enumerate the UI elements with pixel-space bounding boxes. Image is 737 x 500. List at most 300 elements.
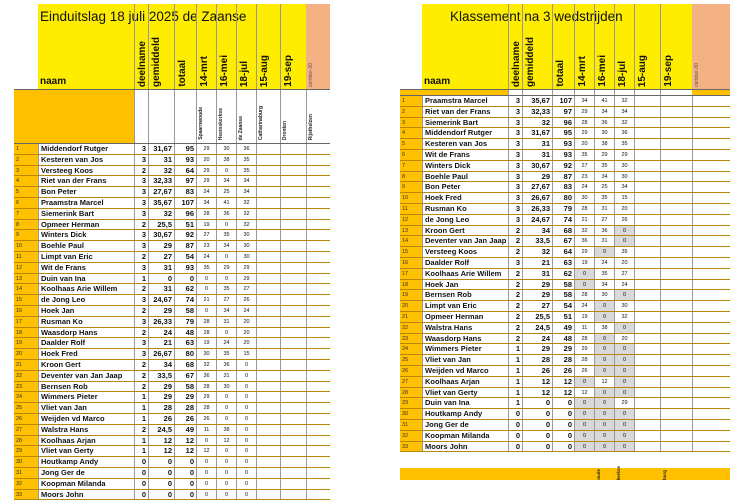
extra-column-header	[306, 4, 330, 89]
deelname-cell: 0	[134, 468, 148, 478]
extra-cell	[692, 107, 730, 117]
race-3-cell: 32	[614, 96, 634, 106]
name-cell: Bon Peter	[422, 182, 508, 192]
race-4-cell	[634, 388, 660, 398]
totaal-cell: 87	[552, 172, 574, 182]
table-row	[14, 414, 330, 425]
race-3-cell: 0	[236, 479, 256, 489]
race-4-cell	[634, 442, 660, 452]
race-3-cell: 0	[614, 388, 634, 398]
race-5-cell	[280, 252, 306, 262]
race-3-cell: 29	[236, 263, 256, 273]
race-5-cell	[660, 193, 692, 203]
race-2-cell: 30	[216, 144, 236, 154]
race-1-cell: 0	[196, 436, 216, 446]
deelname-cell: 1	[134, 274, 148, 284]
table-row	[400, 182, 730, 193]
row-number: 31	[400, 420, 424, 430]
race-2-cell: 0	[594, 312, 614, 322]
gemiddeld-cell: 29	[148, 241, 174, 251]
table-row	[14, 284, 330, 295]
race-3-cell: 0	[236, 382, 256, 392]
deelname-cell: 2	[134, 166, 148, 176]
race-4-cell	[634, 431, 660, 441]
race-1-cell: 29	[196, 392, 216, 402]
race-1-cell: 29	[196, 144, 216, 154]
table-row	[14, 468, 330, 479]
deelname-cell: 1	[508, 366, 522, 376]
totaal-cell: 29	[552, 344, 574, 354]
deelname-cell: 2	[134, 220, 148, 230]
race-5-cell	[280, 338, 306, 348]
row-number: 6	[14, 198, 38, 208]
deelname-cell: 3	[134, 338, 148, 348]
table-row	[400, 236, 730, 247]
race-5-cell	[660, 150, 692, 160]
race-5-cell	[660, 258, 692, 268]
race-2-cell: 0	[216, 274, 236, 284]
deelname-cell: 2	[134, 252, 148, 262]
race-3-cell: 0	[236, 425, 256, 435]
gemiddeld-cell: 35,67	[148, 198, 174, 208]
deelname-cell: 2	[134, 328, 148, 338]
table-row	[400, 96, 730, 107]
race-2-cell: 30	[216, 382, 236, 392]
race-5-cell	[660, 334, 692, 344]
race-3-cell: 24	[614, 280, 634, 290]
gemiddeld-cell: 0	[522, 409, 552, 419]
race-5-cell	[280, 403, 306, 413]
row-number: 16	[400, 258, 424, 268]
race-1-cell: 32	[196, 360, 216, 370]
table-row	[400, 172, 730, 183]
row-number: 16	[14, 306, 38, 316]
table-row	[14, 371, 330, 382]
row-number: 24	[14, 392, 38, 402]
race-4-cell	[256, 382, 280, 392]
race-3-cell: 36	[236, 144, 256, 154]
race-1-cell: 0	[196, 306, 216, 316]
deelname-cell: 2	[508, 247, 522, 257]
gemiddeld-cell: 33,5	[522, 236, 552, 246]
race-3-cell: 0	[614, 442, 634, 452]
race-5-cell	[280, 144, 306, 154]
row-number: 1	[14, 144, 38, 154]
race-2-cell: 0	[216, 403, 236, 413]
col-header-deelname: deelname	[508, 4, 522, 89]
totaal-cell: 64	[552, 247, 574, 257]
row-number: 22	[400, 323, 424, 333]
totaal-cell: 68	[174, 360, 196, 370]
totaal-cell: 51	[174, 220, 196, 230]
race-1-cell: 28	[196, 317, 216, 327]
table-row	[400, 377, 730, 388]
race-3-cell: 26	[236, 295, 256, 305]
gemiddeld-cell: 24,5	[522, 323, 552, 333]
gemiddeld-cell: 26	[148, 414, 174, 424]
deelname-cell: 3	[508, 204, 522, 214]
race-1-cell: 0	[196, 274, 216, 284]
deelname-cell: 1	[508, 355, 522, 365]
table-row	[14, 425, 330, 436]
race-3-cell: 0	[614, 323, 634, 333]
deelname-cell: 3	[508, 172, 522, 182]
race-5-cell	[280, 457, 306, 467]
race-4-cell	[256, 457, 280, 467]
extra-cell	[306, 209, 330, 219]
totaal-cell: 62	[174, 284, 196, 294]
table-row	[14, 328, 330, 339]
race-3-cell: 32	[236, 220, 256, 230]
totaal-cell: 0	[174, 468, 196, 478]
gemiddeld-cell: 26,67	[522, 193, 552, 203]
race-5-cell	[660, 323, 692, 333]
col-header-race-1: 14-mrt	[196, 4, 216, 89]
location-cell: de Zaanse	[236, 90, 256, 143]
race-5-cell	[660, 280, 692, 290]
race-3-cell: 0	[614, 420, 634, 430]
gemiddeld-cell: 0	[148, 457, 174, 467]
name-cell: Limpt van Eric	[422, 301, 508, 311]
deelname-cell: 3	[508, 150, 522, 160]
totaal-cell: 67	[552, 236, 574, 246]
table-row	[400, 269, 730, 280]
deelname-cell: 1	[508, 344, 522, 354]
race-4-cell	[634, 150, 660, 160]
extra-cell	[306, 274, 330, 284]
name-cell: Kesteren van Jos	[38, 155, 134, 165]
race-1-cell: 35	[574, 150, 594, 160]
race-1-cell: 12	[574, 388, 594, 398]
extra-cell	[692, 344, 730, 354]
race-4-cell	[634, 182, 660, 192]
totaal-cell: 26	[552, 366, 574, 376]
table-row	[400, 420, 730, 431]
location-cell: Rijsthelzen	[306, 90, 330, 143]
extra-cell	[306, 479, 330, 489]
race-5-cell	[660, 420, 692, 430]
deelname-cell: 2	[508, 323, 522, 333]
race-4-cell	[256, 306, 280, 316]
race-5-cell	[280, 425, 306, 435]
race-3-cell: 35	[236, 155, 256, 165]
race-4-cell	[634, 355, 660, 365]
race-1-cell: 28	[574, 118, 594, 128]
name-cell: Koopman Milanda	[422, 431, 508, 441]
race-2-cell: 34	[216, 306, 236, 316]
deelname-cell: 0	[134, 479, 148, 489]
race-4-cell	[256, 317, 280, 327]
race-3-cell: 29	[614, 150, 634, 160]
gemiddeld-cell: 21	[148, 338, 174, 348]
table-row	[14, 317, 330, 328]
race-2-cell: 41	[216, 198, 236, 208]
race-5-cell	[660, 442, 692, 452]
race-2-cell: 36	[594, 226, 614, 236]
name-cell: Duin van Ina	[38, 274, 134, 284]
totaal-cell: 92	[174, 230, 196, 240]
race-4-cell	[256, 328, 280, 338]
table-row	[14, 349, 330, 360]
race-4-cell	[256, 436, 280, 446]
race-1-cell: 0	[574, 420, 594, 430]
race-2-cell: 41	[594, 96, 614, 106]
gemiddeld-cell: 32,33	[148, 176, 174, 186]
race-2-cell: 0	[594, 247, 614, 257]
row-number: 28	[14, 436, 38, 446]
deelname-cell: 2	[508, 236, 522, 246]
race-3-cell: 15	[614, 193, 634, 203]
race-4-cell	[256, 220, 280, 230]
totaal-cell: 48	[552, 334, 574, 344]
row-number: 4	[400, 128, 424, 138]
row-number: 18	[14, 328, 38, 338]
extra-cell	[692, 226, 730, 236]
gemiddeld-cell: 31	[522, 150, 552, 160]
name-cell: Opmeer Herman	[422, 312, 508, 322]
gemiddeld-cell: 34	[148, 360, 174, 370]
totaal-cell: 58	[552, 280, 574, 290]
totaal-cell: 12	[174, 446, 196, 456]
extra-cell	[306, 490, 330, 500]
name-cell: Koopman Milanda	[38, 479, 134, 489]
race-1-cell: 11	[574, 323, 594, 333]
extra-cell	[692, 118, 730, 128]
extra-cell	[692, 398, 730, 408]
row-number: 26	[400, 366, 424, 376]
deelname-cell: 1	[134, 403, 148, 413]
extra-cell	[306, 468, 330, 478]
name-cell: Koolhaas Arie Willem	[422, 269, 508, 279]
race-1-cell: 29	[574, 344, 594, 354]
gemiddeld-cell: 31	[148, 284, 174, 294]
row-number: 33	[400, 442, 424, 452]
gemiddeld-cell: 0	[148, 479, 174, 489]
bottom-location-strip	[400, 468, 730, 480]
race-5-cell	[280, 349, 306, 359]
race-1-cell: 0	[574, 269, 594, 279]
race-4-cell	[256, 479, 280, 489]
race-3-cell: 20	[236, 328, 256, 338]
race-1-cell: 29	[574, 247, 594, 257]
race-3-cell: 27	[614, 269, 634, 279]
name-cell: Walstra Hans	[422, 323, 508, 333]
extra-cell	[692, 204, 730, 214]
race-1-cell: 29	[574, 128, 594, 138]
name-cell: Vliet van Gerty	[38, 446, 134, 456]
deelname-cell: 3	[134, 317, 148, 327]
naam-header: naam	[40, 76, 66, 87]
totaal-cell: 0	[552, 442, 574, 452]
race-2-cell: 34	[594, 172, 614, 182]
deelname-cell: 3	[508, 193, 522, 203]
extra-cell	[306, 166, 330, 176]
deelname-cell: 2	[134, 360, 148, 370]
deelname-cell: 0	[134, 457, 148, 467]
row-number: 19	[14, 338, 38, 348]
race-1-cell: 24	[574, 182, 594, 192]
race-5-cell	[280, 274, 306, 284]
name-cell: Moors John	[38, 490, 134, 500]
race-1-cell: 26	[196, 414, 216, 424]
race-2-cell: 0	[216, 479, 236, 489]
race-3-cell: 0	[614, 377, 634, 387]
col-header-totaal: totaal	[174, 4, 196, 89]
totaal-cell: 95	[552, 128, 574, 138]
race-2-cell: 29	[216, 263, 236, 273]
deelname-cell: 3	[508, 161, 522, 171]
race-4-cell	[256, 414, 280, 424]
race-4-cell	[634, 258, 660, 268]
table-row	[14, 382, 330, 393]
race-4-cell	[634, 204, 660, 214]
extra-cell	[306, 263, 330, 273]
table-row	[400, 118, 730, 129]
race-2-cell: 31	[594, 204, 614, 214]
race-3-cell: 0	[236, 403, 256, 413]
race-2-cell: 24	[216, 338, 236, 348]
race-5-cell	[660, 204, 692, 214]
race-2-cell: 34	[594, 107, 614, 117]
race-1-cell: 28	[574, 334, 594, 344]
race-5-cell	[280, 295, 306, 305]
table-row	[400, 128, 730, 139]
deelname-cell: 3	[508, 182, 522, 192]
name-cell: Vliet van Jan	[422, 355, 508, 365]
deelname-cell: 3	[508, 96, 522, 106]
extra-cell	[692, 247, 730, 257]
race-1-cell: 20	[196, 155, 216, 165]
race-1-cell: 0	[196, 479, 216, 489]
totaal-cell: 12	[174, 436, 196, 446]
race-5-cell	[280, 446, 306, 456]
gemiddeld-cell: 32	[148, 209, 174, 219]
extra-cell	[692, 334, 730, 344]
race-5-cell	[660, 139, 692, 149]
table-row	[400, 323, 730, 334]
gemiddeld-cell: 12	[522, 377, 552, 387]
race-3-cell: 30	[614, 172, 634, 182]
deelname-cell: 2	[508, 290, 522, 300]
race-5-cell	[660, 215, 692, 225]
totaal-cell: 0	[552, 420, 574, 430]
race-4-cell	[256, 425, 280, 435]
sheet-title: Klassement na 3 wedstrijden	[450, 9, 623, 24]
row-number: 13	[14, 274, 38, 284]
row-number: 29	[400, 398, 424, 408]
row-number: 21	[14, 360, 38, 370]
race-5-cell	[660, 377, 692, 387]
race-3-cell: 20	[236, 338, 256, 348]
race-2-cell: 0	[216, 414, 236, 424]
race-5-cell	[660, 431, 692, 441]
totaal-cell: 54	[174, 252, 196, 262]
totaal-cell: 80	[174, 349, 196, 359]
race-2-cell: 0	[594, 366, 614, 376]
deelname-cell: 3	[134, 155, 148, 165]
gemiddeld-cell: 29	[522, 280, 552, 290]
race-1-cell: 0	[196, 284, 216, 294]
race-3-cell: 0	[236, 490, 256, 500]
race-4-cell	[634, 377, 660, 387]
deelname-cell: 2	[134, 371, 148, 381]
name-cell: Opmeer Herman	[38, 220, 134, 230]
deelname-cell: 3	[508, 258, 522, 268]
race-1-cell: 23	[196, 241, 216, 251]
extra-cell	[692, 96, 730, 106]
results-table-body	[14, 144, 330, 500]
totaal-cell: 0	[552, 409, 574, 419]
table-row	[14, 230, 330, 241]
race-1-cell: 12	[196, 446, 216, 456]
race-5-cell	[280, 382, 306, 392]
race-4-cell	[634, 398, 660, 408]
row-number: 12	[14, 263, 38, 273]
race-1-cell: 36	[196, 371, 216, 381]
row-number: 32	[14, 479, 38, 489]
deelname-cell: 2	[508, 226, 522, 236]
table-row	[14, 306, 330, 317]
race-2-cell: 35	[216, 230, 236, 240]
deelname-cell: 1	[134, 414, 148, 424]
name-cell: Wimmers Pieter	[38, 392, 134, 402]
name-cell: Siemerink Bart	[422, 118, 508, 128]
race-2-cell: 0	[594, 334, 614, 344]
race-3-cell: 0	[614, 344, 634, 354]
race-5-cell	[280, 328, 306, 338]
table-row	[14, 252, 330, 263]
gemiddeld-cell: 32	[522, 247, 552, 257]
race-4-cell	[634, 344, 660, 354]
deelname-cell: 1	[508, 398, 522, 408]
race-5-cell	[660, 355, 692, 365]
gemiddeld-cell: 28	[522, 355, 552, 365]
extra-cell	[306, 436, 330, 446]
table-row	[14, 295, 330, 306]
totaal-cell: 96	[174, 209, 196, 219]
extra-cell	[692, 269, 730, 279]
race-2-cell: 0	[594, 420, 614, 430]
name-cell: Praamstra Marcel	[38, 198, 134, 208]
extra-cell	[692, 388, 730, 398]
table-row	[400, 247, 730, 258]
table-row	[400, 355, 730, 366]
race-4-cell	[634, 301, 660, 311]
name-cell: Rusman Ko	[422, 204, 508, 214]
deelname-cell: 0	[508, 431, 522, 441]
race-1-cell: 0	[574, 409, 594, 419]
row-number: 27	[400, 377, 424, 387]
race-2-cell: 27	[594, 215, 614, 225]
race-3-cell: 34	[236, 176, 256, 186]
race-4-cell	[256, 274, 280, 284]
table-row	[400, 344, 730, 355]
race-1-cell: 0	[574, 431, 594, 441]
totaal-cell: 93	[552, 150, 574, 160]
race-4-cell	[634, 269, 660, 279]
col-header-race-2: 16-mei	[594, 4, 614, 89]
race-4-cell	[634, 172, 660, 182]
extra-cell	[306, 338, 330, 348]
race-3-cell: 32	[614, 118, 634, 128]
totaal-cell: 28	[174, 403, 196, 413]
extra-cell	[306, 349, 330, 359]
name-cell: Kroon Gert	[38, 360, 134, 370]
table-row	[400, 226, 730, 237]
gemiddeld-cell: 31,67	[522, 128, 552, 138]
totaal-cell: 93	[174, 263, 196, 273]
row-number: 29	[14, 446, 38, 456]
